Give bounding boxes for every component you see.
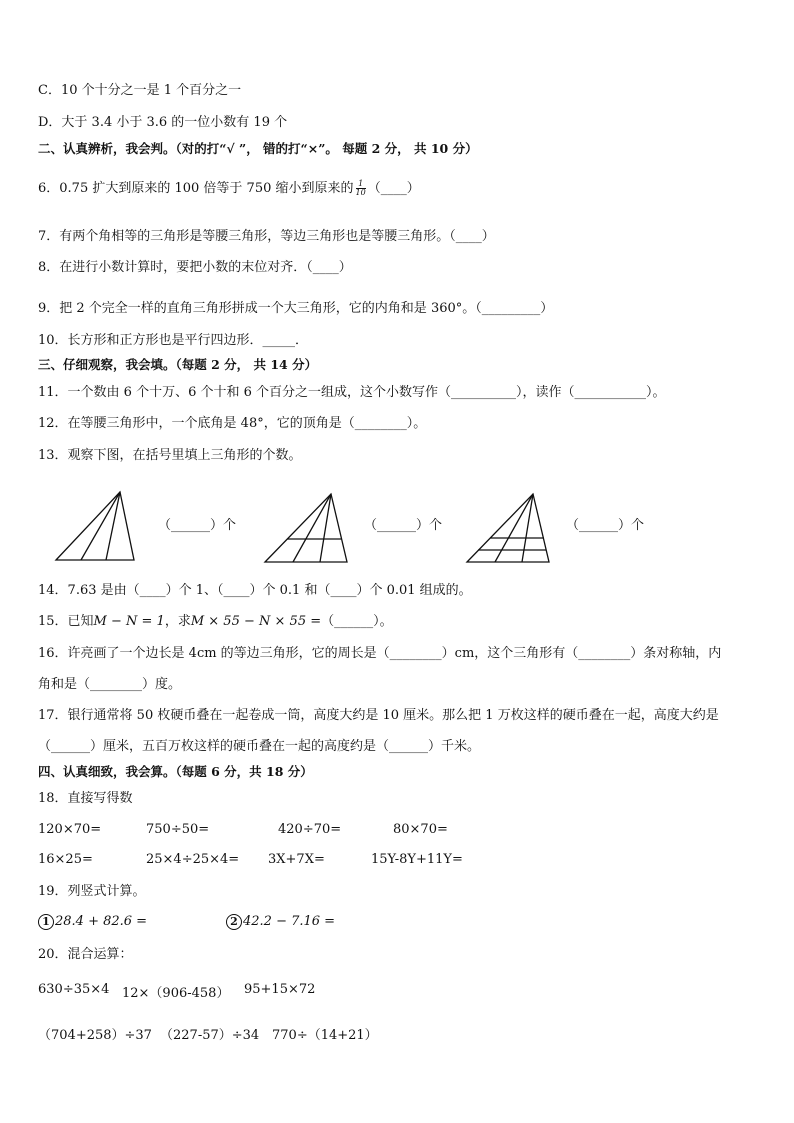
question-7: 7．有两个角相等的三角形是等腰三角形，等边三角形也是等腰三角形。（____） [38, 229, 495, 244]
circled-number: 1 [38, 914, 54, 930]
question-17-line-1: 17．银行通常将 50 枚硬币叠在一起卷成一筒，高度大约是 10 厘米。那么把 1 万枚这样的硬币叠在一起，高度大约是 [38, 708, 719, 723]
q18-item: 3X+7X= [268, 852, 325, 867]
question-11: 11．一个数由 6 个十万、6 个十和 6 个百分之一组成，这个小数写作（__________），读作（___________）。 [38, 385, 666, 400]
q18-item: 750÷50= [146, 822, 210, 837]
q13-blank-1: （______）个 [158, 518, 237, 533]
option-d: D．大于 3.4 小于 3.6 的一位小数有 19 个 [38, 115, 288, 130]
q20-item: 630÷35×4 [38, 982, 110, 997]
q18-item: 80×70= [393, 822, 448, 837]
fraction-numerator: 1 [356, 180, 366, 189]
q18-item: 420÷70= [278, 822, 342, 837]
q19-expression: 28.4 + 82.6 = [55, 914, 148, 929]
circled-number: 2 [226, 914, 242, 930]
section-2-title: 二、认真辨析，我会判。（对的打“√ ”， 错的打“×”。 每题 2 分， 共 10 分） [38, 141, 478, 156]
q20-item: （227-57）÷34 [160, 1028, 260, 1043]
q20-item: （704+258）÷37 [38, 1028, 152, 1043]
q20-item: 770÷（14+21） [272, 1028, 378, 1043]
triangle-figure-2 [263, 492, 349, 564]
q18-item: 120×70= [38, 822, 102, 837]
question-13: 13．观察下图，在括号里填上三角形的个数。 [38, 448, 302, 463]
q15-label: 15．已知 [38, 614, 94, 629]
q19-expression: 42.2 − 7.16 = [243, 914, 336, 929]
q20-item: 12×（906-458） [122, 986, 230, 1001]
fraction [356, 180, 366, 197]
question-18: 18．直接写得数 [38, 791, 133, 806]
q18-item: 16×25= [38, 852, 93, 867]
question-12: 12．在等腰三角形中，一个底角是 48°，它的顶角是（________）。 [38, 416, 427, 431]
q6-text: 6．0.75 扩大到原来的 100 倍等于 750 缩小到原来的 [38, 181, 354, 196]
q15-blank: （______）。 [321, 614, 393, 629]
question-16-line-1: 16．许亮画了一个边长是 4cm 的等边三角形，它的周长是（________）cm，这个三角形有（________）条对称轴，内 [38, 646, 722, 661]
option-c: C．10 个十分之一是 1 个百分之一 [38, 83, 242, 98]
q6-blank: （____） [367, 181, 420, 196]
triangle-figure-3 [465, 492, 551, 564]
q20-item: 95+15×72 [244, 982, 316, 997]
question-15 [38, 613, 393, 631]
section-3-title: 三、仔细观察，我会填。（每题 2 分， 共 14 分） [38, 357, 318, 372]
q15-given: M − N = 1 [93, 614, 165, 629]
q13-blank-2: （______）个 [364, 518, 443, 533]
question-17-line-2: （______）厘米，五百万枚这样的硬币叠在一起的高度约是（______）千米。 [38, 739, 481, 754]
question-10: 10．长方形和正方形也是平行四边形．_____． [38, 333, 309, 348]
triangle-figure-1 [54, 490, 136, 562]
q19-problem-2 [226, 914, 335, 930]
q15-expression: M × 55 − N × 55 = [190, 614, 322, 629]
q18-item: 15Y-8Y+11Y= [371, 852, 463, 867]
question-8: 8．在进行小数计算时，要把小数的末位对齐．（____） [38, 260, 352, 275]
q18-item: 25×4÷25×4= [146, 852, 240, 867]
fraction-denominator: 10 [355, 188, 366, 197]
q13-blank-3: （______）个 [566, 518, 645, 533]
question-14: 14．7.63 是由（____）个 1、（____）个 0.1 和（____）个 0.01 组成的。 [38, 583, 472, 598]
q19-problem-1 [38, 914, 147, 930]
question-19: 19．列竖式计算。 [38, 884, 146, 899]
q15-connector: ，求 [164, 614, 191, 629]
section-4-title: 四、认真细致，我会算。（每题 6 分，共 18 分） [38, 764, 313, 779]
question-9: 9．把 2 个完全一样的直角三角形拼成一个大三角形，它的内角和是 360°。（_________） [38, 301, 554, 316]
question-6 [38, 180, 420, 198]
question-16-line-2: 角和是（________）度。 [38, 677, 182, 692]
question-20: 20．混合运算： [38, 947, 133, 962]
